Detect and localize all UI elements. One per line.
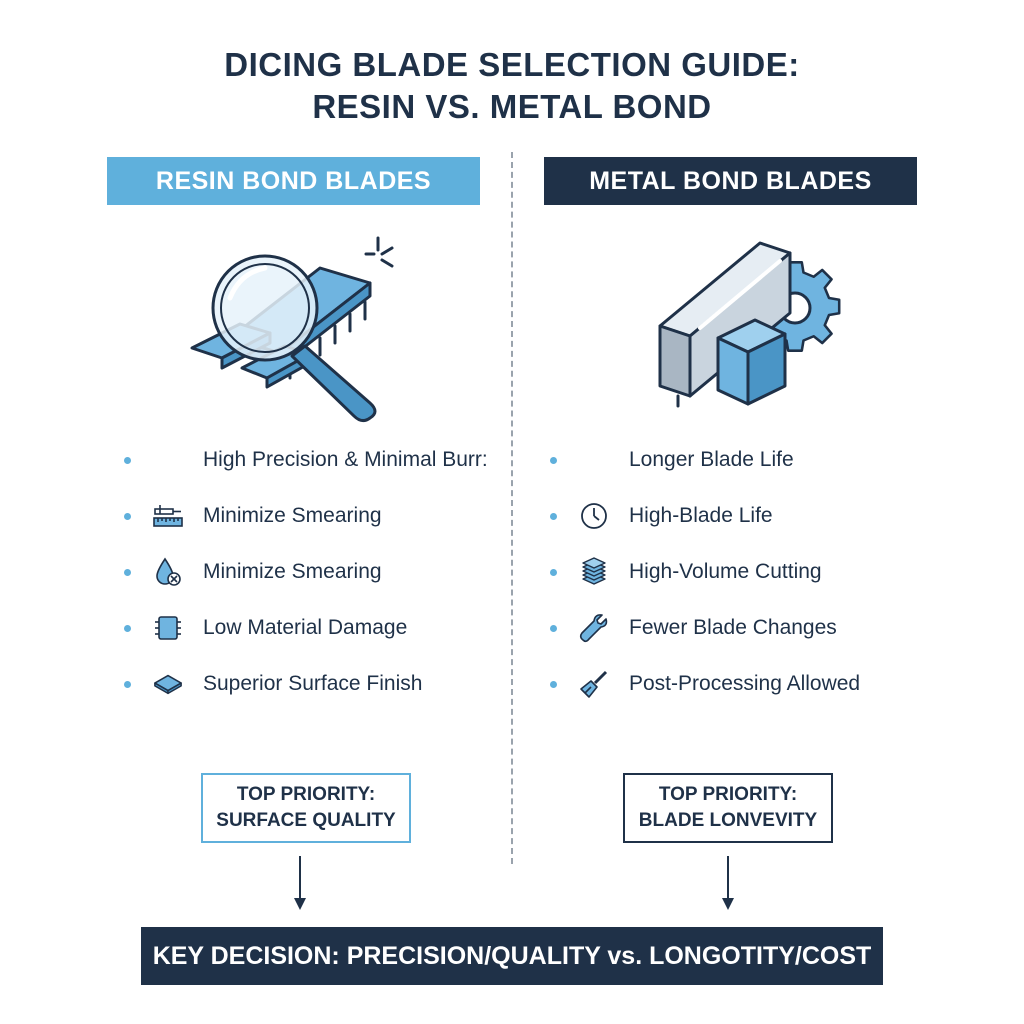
list-item bbox=[550, 600, 950, 656]
flat-plate-icon bbox=[153, 669, 183, 699]
bullet-dot bbox=[550, 457, 557, 464]
bullet-dot bbox=[124, 625, 131, 632]
metal-benefits-list bbox=[550, 432, 950, 712]
priority-label: TOP PRIORITY: bbox=[236, 784, 376, 805]
list-item-label: High-Blade Life bbox=[629, 504, 773, 527]
list-item bbox=[550, 432, 950, 488]
down-arrow-icon bbox=[720, 856, 736, 912]
bullet-dot bbox=[124, 569, 131, 576]
resin-bond-header: RESIN BOND BLADES bbox=[107, 157, 480, 205]
list-item-label: Longer Blade Life bbox=[629, 448, 794, 471]
blade-cube-gear-icon bbox=[630, 228, 870, 428]
water-drop-x-icon bbox=[153, 557, 183, 587]
bullet-dot bbox=[550, 625, 557, 632]
list-item bbox=[550, 544, 950, 600]
clock-icon bbox=[579, 501, 609, 531]
list-item-label: High Precision & Minimal Burr: bbox=[203, 448, 488, 471]
list-item-label: Fewer Blade Changes bbox=[629, 616, 837, 639]
title-line-1: DICING BLADE SELECTION GUIDE: bbox=[224, 46, 800, 83]
priority-value: SURFACE QUALITY bbox=[216, 810, 396, 831]
down-arrow-icon bbox=[292, 856, 308, 912]
list-item-label: Low Material Damage bbox=[203, 616, 408, 639]
list-item bbox=[550, 656, 950, 712]
list-item bbox=[124, 656, 504, 712]
bullet-dot bbox=[550, 569, 557, 576]
list-item-label: Superior Surface Finish bbox=[203, 672, 423, 695]
caliper-ruler-icon bbox=[153, 501, 183, 531]
wrench-icon bbox=[579, 613, 609, 643]
list-item-label: Post-Processing Allowed bbox=[629, 672, 861, 695]
priority-value: BLADE LONVEVITY bbox=[638, 810, 818, 831]
list-item bbox=[124, 488, 504, 544]
stack-icon bbox=[579, 557, 609, 587]
magnifier-over-chip-icon bbox=[170, 228, 410, 428]
list-item-label: Minimize Smearing bbox=[203, 560, 382, 583]
metal-priority-box bbox=[623, 773, 833, 843]
resin-benefits-list bbox=[124, 432, 504, 712]
brush-icon bbox=[579, 669, 609, 699]
list-item-label: Minimize Smearing bbox=[203, 504, 382, 527]
bullet-dot bbox=[550, 513, 557, 520]
bullet-dot bbox=[124, 681, 131, 688]
bullet-dot bbox=[124, 513, 131, 520]
chip-icon bbox=[153, 613, 183, 643]
bullet-dot bbox=[550, 681, 557, 688]
bullet-dot bbox=[124, 457, 131, 464]
list-item-label: High-Volume Cutting bbox=[629, 560, 822, 583]
title-line-2: RESIN VS. METAL BOND bbox=[312, 88, 712, 125]
list-item bbox=[124, 544, 504, 600]
list-item bbox=[550, 488, 950, 544]
key-decision-bar: KEY DECISION: PRECISION/QUALITY vs. LONGOTITY/COST bbox=[141, 927, 883, 985]
resin-priority-box bbox=[201, 773, 411, 843]
list-item bbox=[124, 600, 504, 656]
page-title bbox=[0, 44, 1024, 128]
list-item bbox=[124, 432, 504, 488]
priority-label: TOP PRIORITY: bbox=[658, 784, 798, 805]
metal-bond-header: METAL BOND BLADES bbox=[544, 157, 917, 205]
column-divider bbox=[511, 152, 513, 864]
